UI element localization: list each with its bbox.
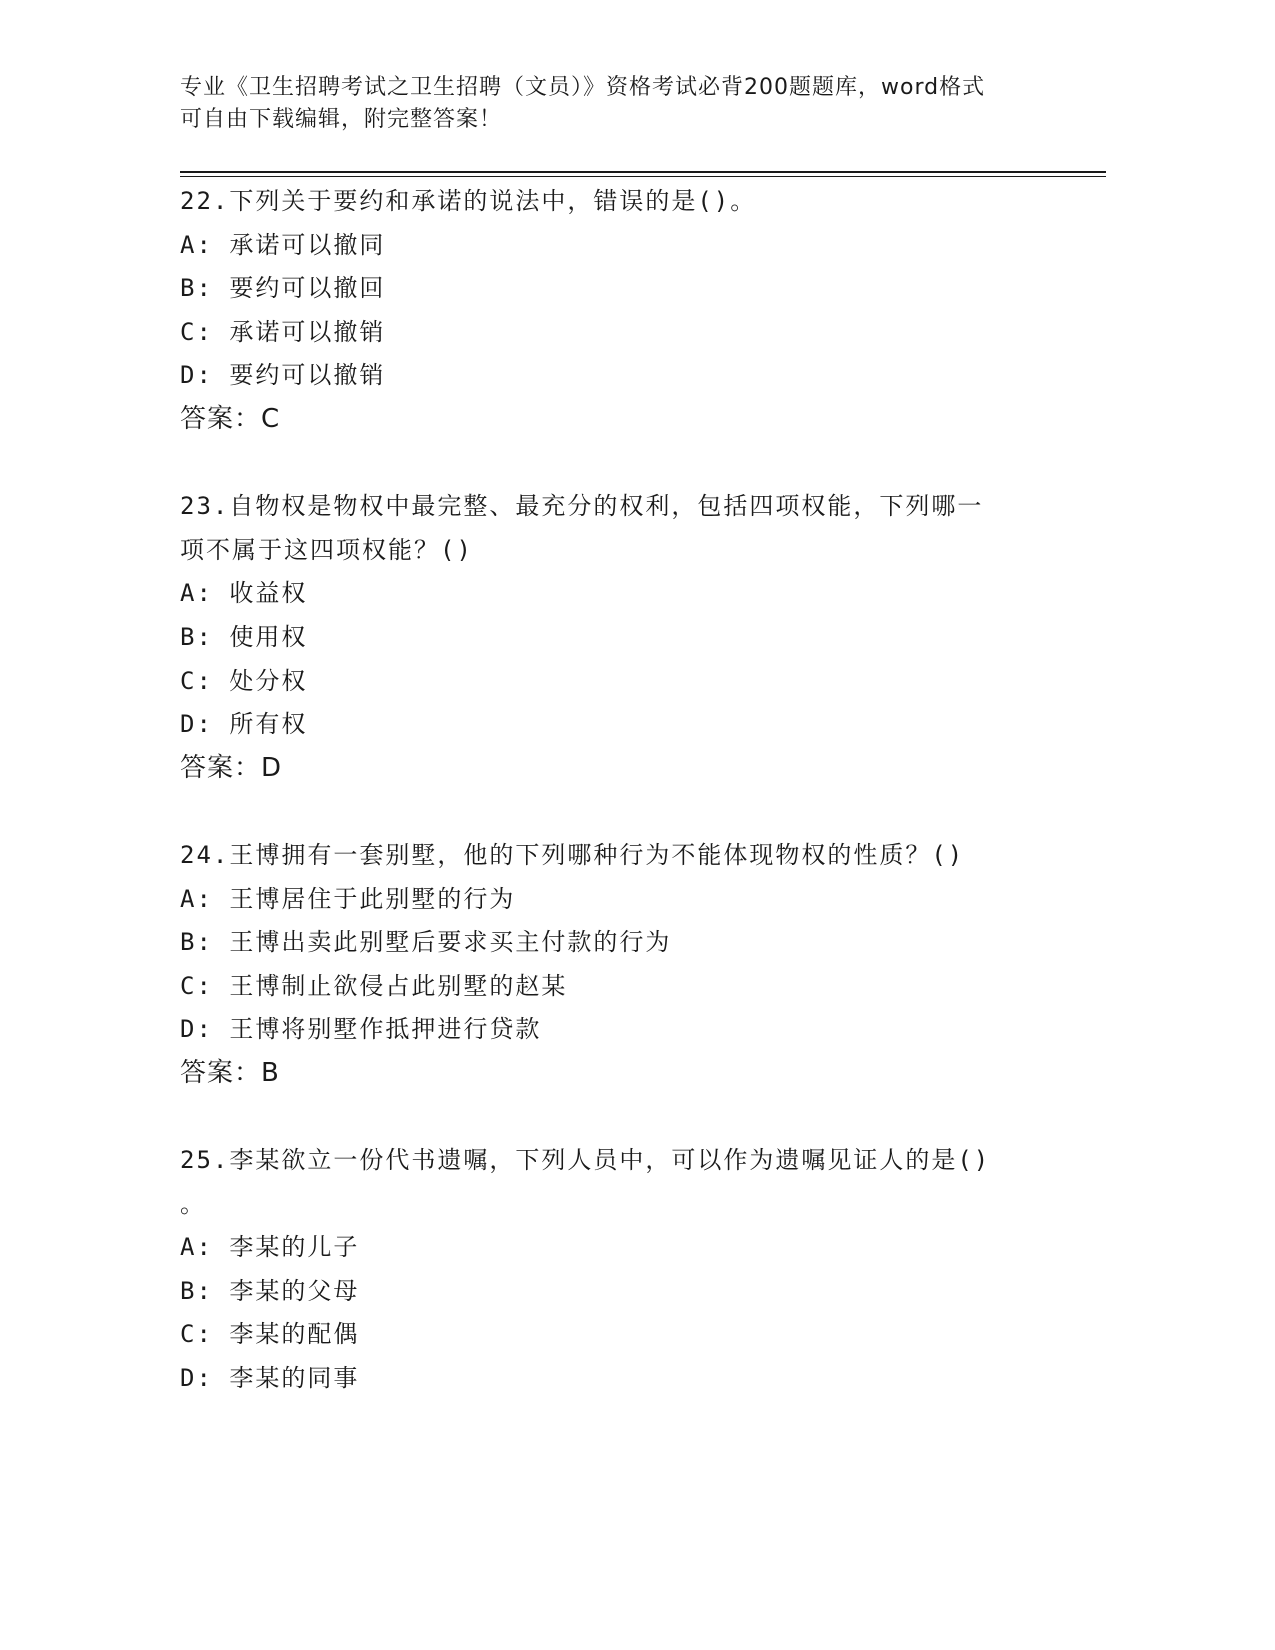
question-spacer xyxy=(180,790,1040,834)
option-b: B: 使用权 xyxy=(180,622,308,651)
header-line-1: 专业《卫生招聘考试之卫生招聘（文员）》资格考试必背200题题库，word格式 xyxy=(180,75,986,100)
answer-line: 答案：B xyxy=(180,1057,280,1088)
question-spacer xyxy=(180,442,1040,486)
option-c: C: 处分权 xyxy=(180,666,308,695)
answer-line: 答案：D xyxy=(180,752,283,783)
option-b: B: 李某的父母 xyxy=(180,1276,360,1305)
question-23 xyxy=(180,485,1040,790)
question-22 xyxy=(180,180,1040,442)
header-line-2: 可自由下载编辑，附完整答案！ xyxy=(180,107,503,132)
question-stem: 23.自物权是物权中最完整、最充分的权利，包括四项权能，下列哪一 xyxy=(180,492,984,521)
option-a: A: 李某的儿子 xyxy=(180,1233,360,1262)
question-25 xyxy=(180,1139,1040,1401)
question-stem: 22.下列关于要约和承诺的说法中，错误的是()。 xyxy=(180,187,757,215)
option-d: D: 所有权 xyxy=(180,710,308,739)
option-c: C: 王博制止欲侵占此别墅的赵某 xyxy=(180,971,568,1000)
answer-line: 答案：C xyxy=(180,403,281,434)
option-c: C: 李某的配偶 xyxy=(180,1320,360,1349)
option-d: D: 王博将别墅作抵押进行贷款 xyxy=(180,1015,542,1044)
header-divider-thin xyxy=(180,176,1106,177)
option-d: D: 要约可以撤销 xyxy=(180,361,386,390)
question-stem-continued: 项不属于这四项权能？() xyxy=(180,535,473,564)
option-a: A: 承诺可以撤同 xyxy=(180,230,386,259)
document-header xyxy=(180,72,1080,136)
option-d: D: 李某的同事 xyxy=(180,1364,360,1393)
option-c: C: 承诺可以撤销 xyxy=(180,317,386,346)
option-b: B: 王博出卖此别墅后要求买主付款的行为 xyxy=(180,928,672,957)
header-divider-thick xyxy=(180,171,1106,173)
question-spacer xyxy=(180,1095,1040,1139)
option-a: A: 收益权 xyxy=(180,579,308,608)
option-a: A: 王博居住于此别墅的行为 xyxy=(180,884,516,913)
question-24 xyxy=(180,834,1040,1096)
question-stem: 24.王博拥有一套别墅，他的下列哪种行为不能体现物权的性质？() xyxy=(180,840,965,869)
question-list xyxy=(180,180,1040,1401)
question-stem-continued: 。 xyxy=(180,1189,206,1218)
question-stem: 25.李某欲立一份代书遗嘱，下列人员中，可以作为遗嘱见证人的是() xyxy=(180,1146,991,1175)
option-b: B: 要约可以撤回 xyxy=(180,274,386,303)
